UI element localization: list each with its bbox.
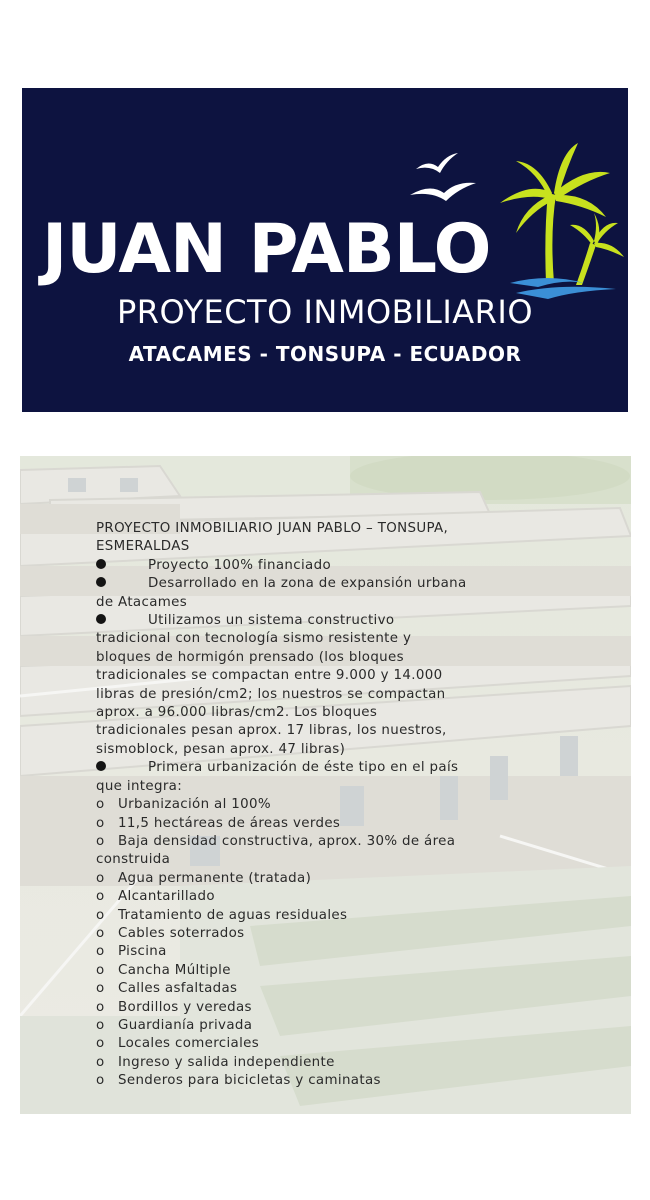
- feature-marker: o: [96, 962, 105, 978]
- feature-item: [96, 796, 606, 814]
- feature-text: Cancha Múltiple: [118, 962, 231, 978]
- feature-text: Cables soterrados: [118, 925, 245, 941]
- bullet-text: Utilizamos un sistema constructivo: [148, 613, 395, 629]
- bullet-text: Primera urbanización de éste tipo en el país: [148, 760, 459, 776]
- feature-marker: o: [96, 1073, 105, 1089]
- feature-text: Ingreso y salida independiente: [118, 1054, 335, 1070]
- feature-item: [96, 815, 606, 833]
- project-description: [96, 520, 606, 1091]
- feature-text: Guardianía privada: [118, 1017, 253, 1033]
- feature-marker: o: [96, 870, 105, 886]
- project-heading-line: PROYECTO INMOBILIARIO JUAN PABLO – TONSUPA,: [96, 521, 449, 536]
- feature-marker: o: [96, 1036, 105, 1052]
- feature-item: [96, 1035, 606, 1053]
- feature-marker: o: [96, 889, 105, 905]
- feature-item: [96, 980, 606, 998]
- feature-text: Alcantarillado: [118, 889, 215, 905]
- feature-marker: o: [96, 981, 105, 997]
- brand-location: ATACAMES - TONSUPA - ECUADOR: [128, 342, 522, 366]
- bullet-item: [96, 759, 606, 796]
- feature-item: [96, 943, 606, 961]
- feature-item: [96, 907, 606, 925]
- project-heading-line: ESMERALDAS: [96, 539, 190, 555]
- feature-text: 11,5 hectáreas de áreas verdes: [118, 815, 341, 831]
- feature-item: [96, 962, 606, 980]
- bullet-text: Desarrollado en la zona de expansión urbana: [148, 576, 467, 592]
- feature-text: Calles asfaltadas: [118, 981, 238, 997]
- feature-marker: o: [96, 925, 105, 941]
- bullet-text: bloques de hormigón prensado (los bloques: [96, 649, 404, 665]
- bullet-dot-icon: [96, 559, 106, 569]
- feature-text: Urbanización al 100%: [118, 797, 271, 813]
- feature-marker: o: [96, 999, 105, 1015]
- bullet-text: aprox. a 96.000 libras/cm2. Los bloques: [96, 705, 378, 721]
- bullet-text: que integra:: [96, 778, 183, 794]
- feature-list: [96, 796, 606, 1091]
- brand-title: JUAN PABLO: [42, 210, 491, 289]
- bullet-item: [96, 557, 606, 575]
- feature-text: Locales comerciales: [118, 1036, 260, 1052]
- feature-item: [96, 833, 606, 851]
- feature-item-continued: construida: [96, 852, 171, 868]
- feature-text: Senderos para bicicletas y caminatas: [118, 1073, 381, 1089]
- feature-text: Bordillos y veredas: [118, 999, 252, 1015]
- feature-item: [96, 925, 606, 943]
- bullet-text: tradicionales se compactan entre 9.000 y 14.000: [96, 668, 443, 684]
- bullet-text: Proyecto 100% financiado: [148, 557, 332, 573]
- bullet-text: tradicional con tecnología sismo resistente y: [96, 631, 412, 647]
- feature-item: [96, 999, 606, 1017]
- brand-banner: [22, 88, 628, 412]
- feature-text: Baja densidad constructiva, aprox. 30% de área: [118, 833, 456, 849]
- feature-marker: o: [96, 1017, 105, 1033]
- feature-text: Agua permanente (tratada): [118, 870, 312, 886]
- feature-item: [96, 870, 606, 888]
- feature-item: [96, 1054, 606, 1072]
- feature-marker: o: [96, 815, 105, 831]
- feature-item: [96, 888, 606, 906]
- bullet-text: libras de presión/cm2; los nuestros se compactan: [96, 686, 446, 702]
- bullet-text: tradicionales pesan aprox. 17 libras, los nuestros,: [96, 723, 447, 739]
- bullet-text: de Atacames: [96, 594, 188, 610]
- feature-item: [96, 1017, 606, 1035]
- bullet-item: [96, 575, 606, 612]
- feature-marker: o: [96, 907, 105, 923]
- feature-marker: o: [96, 1054, 105, 1070]
- bullet-dot-icon: [96, 577, 106, 587]
- bullet-item: [96, 612, 606, 759]
- bullet-text: sismoblock, pesan aprox. 47 libras): [96, 741, 346, 757]
- brand-subtitle: PROYECTO INMOBILIARIO: [116, 293, 534, 331]
- feature-marker: o: [96, 944, 105, 960]
- feature-text: Piscina: [118, 944, 167, 960]
- bullet-dot-icon: [96, 761, 106, 771]
- feature-item: [96, 1072, 606, 1090]
- project-info-card: [20, 456, 631, 1114]
- feature-marker: o: [96, 797, 105, 813]
- feature-marker: o: [96, 833, 105, 849]
- bullet-dot-icon: [96, 614, 106, 624]
- feature-text: Tratamiento de aguas residuales: [118, 907, 348, 923]
